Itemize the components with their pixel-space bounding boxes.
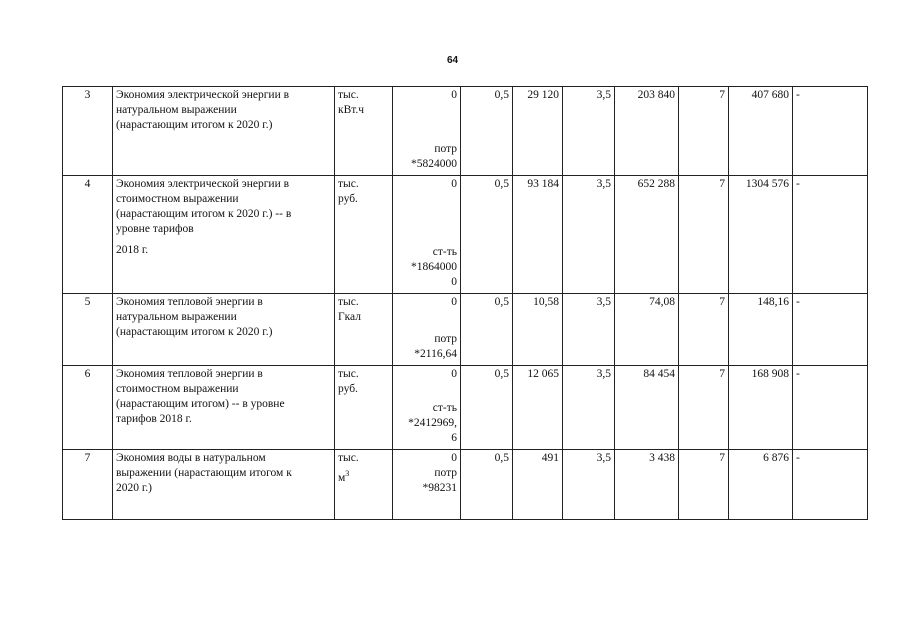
cell-value-3: 6 876	[729, 450, 793, 520]
row-base-value: 0 потр *5824000	[393, 87, 461, 176]
table-row	[63, 366, 868, 450]
row-number: 3	[63, 87, 113, 176]
row-unit: тыс. Гкал	[335, 294, 393, 366]
cell-value-2: 652 288	[615, 176, 679, 294]
row-number: 7	[63, 450, 113, 520]
row-unit: тыс. руб.	[335, 366, 393, 450]
energy-savings-table	[62, 86, 868, 520]
cell-coef-1: 0,5	[461, 450, 513, 520]
table-row	[63, 87, 868, 176]
cell-coef-1: 0,5	[461, 176, 513, 294]
row-unit: тыс. $м^3$	[335, 450, 393, 520]
cell-coef-1: 0,5	[461, 366, 513, 450]
cell-value-1: 29 120	[513, 87, 563, 176]
table-row	[63, 176, 868, 294]
cell-note: -	[793, 176, 868, 294]
row-unit: тыс. кВт.ч	[335, 87, 393, 176]
row-base-value: 0 потр *98231	[393, 450, 461, 520]
cell-note: -	[793, 366, 868, 450]
cell-value-2: 3 438	[615, 450, 679, 520]
table-row	[63, 294, 868, 366]
cell-value-1: 93 184	[513, 176, 563, 294]
cell-coef-2: 3,5	[563, 450, 615, 520]
cell-value-3: 1304 576	[729, 176, 793, 294]
row-description: Экономия электрической энергии в натуральном выражении (нарастающим итогом к 2020 г.)	[113, 87, 335, 176]
cell-note: -	[793, 450, 868, 520]
cell-coef-3: 7	[679, 176, 729, 294]
row-description: Экономия воды в натуральном выражении (нарастающим итогом к 2020 г.)	[113, 450, 335, 520]
cell-coef-3: 7	[679, 294, 729, 366]
cell-value-1: 491	[513, 450, 563, 520]
cell-value-2: 84 454	[615, 366, 679, 450]
cell-coef-2: 3,5	[563, 176, 615, 294]
row-description: Экономия тепловой энергии в натуральном выражении (нарастающим итогом к 2020 г.)	[113, 294, 335, 366]
cell-coef-2: 3,5	[563, 366, 615, 450]
cell-coef-3: 7	[679, 450, 729, 520]
cell-value-1: 10,58	[513, 294, 563, 366]
row-base-value: 0 потр *2116,64	[393, 294, 461, 366]
row-unit: тыс. руб.	[335, 176, 393, 294]
cell-coef-1: 0,5	[461, 87, 513, 176]
cell-note: -	[793, 294, 868, 366]
cell-note: -	[793, 87, 868, 176]
row-base-value: 0 ст-ть *2412969, 6	[393, 366, 461, 450]
cell-coef-3: 7	[679, 87, 729, 176]
cell-coef-3: 7	[679, 366, 729, 450]
cell-value-2: 203 840	[615, 87, 679, 176]
row-base-value: 0 ст-ть *1864000 0	[393, 176, 461, 294]
cell-value-1: 12 065	[513, 366, 563, 450]
row-description: Экономия электрической энергии в стоимостном выражении (нарастающим итогом к 2020 г.) -- в уровне тарифов 2018 г.	[113, 176, 335, 294]
cell-coef-2: 3,5	[563, 87, 615, 176]
row-number: 6	[63, 366, 113, 450]
unit-superscript: 3	[345, 469, 350, 478]
table-row	[63, 450, 868, 520]
cell-value-3: 407 680	[729, 87, 793, 176]
cell-value-3: 148,16	[729, 294, 793, 366]
cell-coef-1: 0,5	[461, 294, 513, 366]
row-number: 5	[63, 294, 113, 366]
cell-value-2: 74,08	[615, 294, 679, 366]
cell-value-3: 168 908	[729, 366, 793, 450]
cell-coef-2: 3,5	[563, 294, 615, 366]
page-number: 64	[446, 55, 459, 66]
row-number: 4	[63, 176, 113, 294]
row-description: Экономия тепловой энергии в стоимостном выражении (нарастающим итогом) -- в уровне тарифов 2018 г.	[113, 366, 335, 450]
